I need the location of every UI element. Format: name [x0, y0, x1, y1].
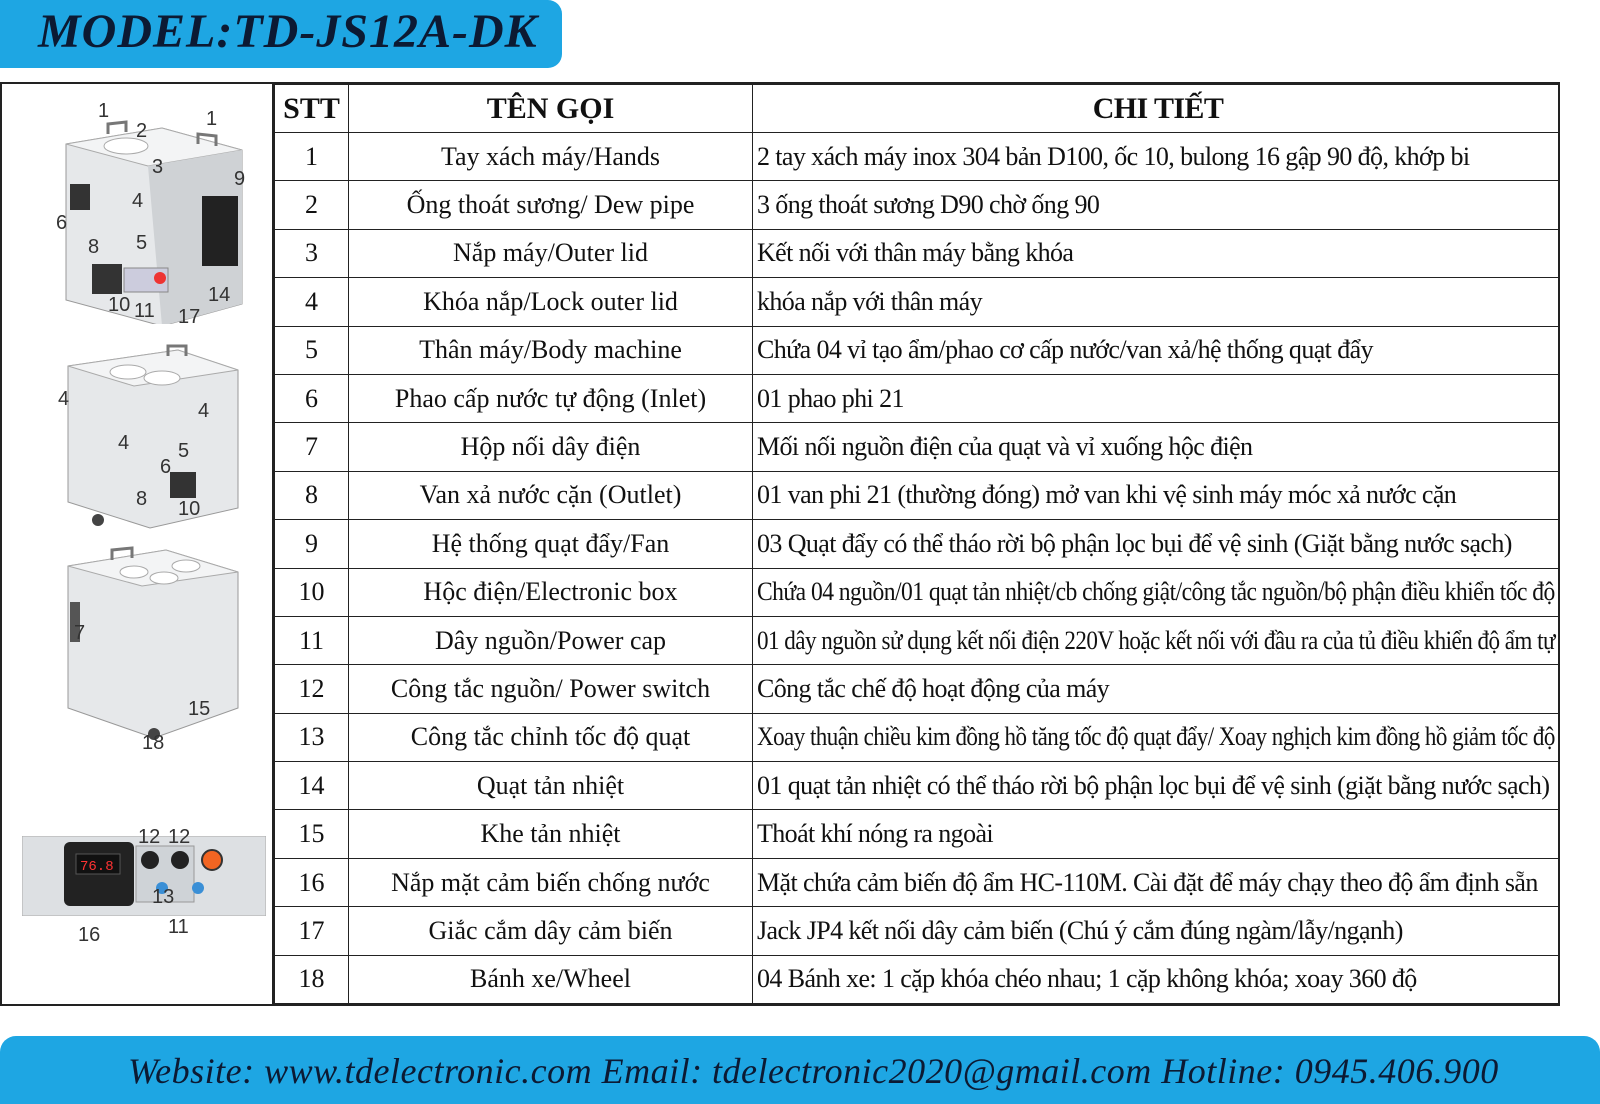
row-name-text: Tay xách máy/Hands	[440, 141, 661, 171]
panel-display: 76.8	[80, 859, 114, 875]
row-stt-text: 5	[305, 335, 318, 365]
row-stt-text: 2	[305, 190, 318, 220]
table-body	[275, 133, 1560, 1004]
callout-v3-18: 18	[142, 732, 165, 754]
row-stt-text: 7	[305, 432, 318, 462]
callout-v2-4b: 4	[198, 400, 210, 422]
row-stt-text: 18	[298, 964, 325, 994]
row-detail-text: 3 ống thoát sương D90 chờ ống 90	[757, 190, 1100, 220]
table-row	[275, 278, 1560, 326]
row-stt	[275, 520, 349, 568]
row-stt	[275, 278, 349, 326]
table-row	[275, 326, 1560, 374]
row-stt-text: 6	[305, 383, 318, 413]
row-name	[349, 907, 753, 955]
callout-v1-8: 8	[88, 236, 100, 258]
callout-v1-1b: 1	[206, 108, 218, 130]
row-stt-text: 3	[305, 238, 318, 268]
row-name	[349, 326, 753, 374]
machine-view-2	[58, 342, 248, 532]
row-detail-text: 2 tay xách máy inox 304 bản D100, ốc 10, bulong 16 gập 90 độ, khớp bi	[757, 141, 1470, 171]
row-name	[349, 520, 753, 568]
row-stt-text: 16	[298, 867, 325, 897]
row-stt-text: 1	[305, 141, 318, 171]
row-name	[349, 713, 753, 761]
machine-view-3	[62, 542, 242, 742]
table-row	[275, 471, 1560, 519]
row-detail-text: 01 phao phi 21	[757, 383, 904, 413]
row-stt	[275, 423, 349, 471]
row-stt	[275, 810, 349, 858]
row-name	[349, 374, 753, 422]
table-row	[275, 762, 1560, 810]
row-detail	[753, 713, 1560, 761]
row-stt	[275, 471, 349, 519]
row-stt	[275, 616, 349, 664]
callout-v1-4: 4	[132, 190, 144, 212]
row-detail-text: 01 quạt tản nhiệt có thể tháo rời bộ phận lọc bụi để vệ sinh (giặt bằng nước sạch)	[757, 770, 1550, 800]
row-name-text: Nắp mặt cảm biến chống nước	[391, 867, 710, 897]
row-stt	[275, 858, 349, 906]
row-stt-text: 8	[305, 480, 318, 510]
callout-v1-11: 11	[134, 300, 155, 322]
row-stt-text: 12	[298, 673, 325, 703]
row-detail	[753, 423, 1560, 471]
row-detail	[753, 133, 1560, 181]
row-name	[349, 810, 753, 858]
row-name	[349, 665, 753, 713]
callout-panel-11: 11	[168, 916, 189, 938]
table-row	[275, 810, 1560, 858]
callout-v2-6: 6	[160, 456, 172, 478]
row-stt	[275, 326, 349, 374]
table-row	[275, 568, 1560, 616]
row-name	[349, 423, 753, 471]
callout-v1-14: 14	[208, 284, 231, 306]
callout-v1-6: 6	[56, 212, 68, 234]
callout-v2-8: 8	[136, 488, 148, 510]
row-name	[349, 858, 753, 906]
row-detail	[753, 374, 1560, 422]
row-detail-text: 04 Bánh xe: 1 cặp khóa chéo nhau; 1 cặp không khóa; xoay 360 độ	[757, 964, 1417, 994]
row-stt	[275, 181, 349, 229]
table-row	[275, 713, 1560, 761]
row-name-text: Khóa nắp/Lock outer lid	[423, 286, 678, 316]
table-row	[275, 616, 1560, 664]
row-name-text: Khe tản nhiệt	[480, 819, 621, 849]
table-row	[275, 955, 1560, 1003]
row-name	[349, 229, 753, 277]
row-detail	[753, 471, 1560, 519]
spec-table	[274, 84, 1560, 1004]
callout-v3-7: 7	[74, 622, 86, 644]
machine-illustrations	[2, 84, 274, 1004]
row-detail	[753, 858, 1560, 906]
row-detail-text: 01 van phi 21 (thường đóng) mở van khi vệ sinh máy móc xả nước cặn	[757, 480, 1457, 510]
row-name-text: Nắp máy/Outer lid	[453, 238, 648, 268]
row-name-text: Hệ thống quạt đẩy/Fan	[431, 528, 670, 558]
row-stt-text: 10	[298, 577, 325, 607]
row-stt	[275, 374, 349, 422]
row-detail-text: Mối nối nguồn điện của quạt và vỉ xuống hộc điện	[757, 432, 1253, 462]
row-name-text: Bánh xe/Wheel	[470, 964, 631, 994]
callout-panel-12a: 12	[138, 826, 161, 848]
table-row	[275, 665, 1560, 713]
row-detail	[753, 278, 1560, 326]
row-detail-text: 01 dây nguồn sử dụng kết nối điện 220V hoặc kết nối với đầu ra của tủ điều khiển độ ẩm tự	[757, 625, 1555, 655]
row-detail	[753, 762, 1560, 810]
row-stt-text: 13	[298, 722, 325, 752]
row-detail	[753, 665, 1560, 713]
callout-v2-4a: 4	[58, 388, 70, 410]
row-name	[349, 471, 753, 519]
table-header-row	[275, 85, 1560, 133]
row-detail-text: Mặt chứa cảm biến độ ẩm HC-110M. Cài đặt để máy chạy theo độ ẩm định sẵn	[757, 867, 1538, 897]
row-name-text: Thân máy/Body machine	[419, 335, 682, 365]
row-stt	[275, 762, 349, 810]
callout-v1-9: 9	[234, 168, 246, 190]
row-stt-text: 11	[298, 625, 325, 655]
callout-v1-17: 17	[178, 306, 201, 328]
row-stt	[275, 568, 349, 616]
table-row	[275, 520, 1560, 568]
table-row	[275, 858, 1560, 906]
header-detail: CHI TIẾT	[753, 85, 1560, 133]
row-detail-text: Kết nối với thân máy bằng khóa	[757, 238, 1074, 268]
callout-v1-3: 3	[152, 156, 164, 178]
row-name-text: Giắc cắm dây cảm biến	[428, 915, 673, 945]
model-banner	[0, 0, 562, 68]
row-name	[349, 568, 753, 616]
row-detail	[753, 229, 1560, 277]
row-name-text: Hộp nối dây điện	[460, 432, 641, 462]
table-row	[275, 133, 1560, 181]
row-stt	[275, 955, 349, 1003]
row-name-text: Hộc điện/Electronic box	[423, 577, 678, 607]
row-name	[349, 181, 753, 229]
table-row	[275, 181, 1560, 229]
callout-v2-10: 10	[178, 498, 201, 520]
callout-panel-12b: 12	[168, 826, 191, 848]
header-stt: STT	[275, 85, 349, 133]
row-name-text: Dây nguồn/Power cap	[434, 625, 667, 655]
callout-panel-13: 13	[152, 886, 175, 908]
row-stt-text: 15	[298, 819, 325, 849]
row-detail-text: Xoay thuận chiều kim đồng hồ tăng tốc độ quạt đẩy/ Xoay nghịch kim đồng hồ giảm tốc độ	[757, 722, 1555, 752]
row-name	[349, 762, 753, 810]
row-detail-text: 03 Quạt đẩy có thể tháo rời bộ phận lọc bụi để vệ sinh (Giặt bằng nước sạch)	[757, 528, 1512, 558]
row-name-text: Công tắc nguồn/ Power switch	[390, 673, 711, 703]
row-name	[349, 955, 753, 1003]
row-detail	[753, 810, 1560, 858]
callout-v3-15: 15	[188, 698, 211, 720]
row-stt-text: 14	[298, 770, 325, 800]
row-detail	[753, 616, 1560, 664]
callout-v2-4c: 4	[118, 432, 130, 454]
row-name-text: Công tắc chỉnh tốc độ quạt	[410, 722, 691, 752]
row-stt-text: 17	[298, 915, 325, 945]
callout-v1-1a: 1	[98, 100, 110, 122]
row-name	[349, 616, 753, 664]
row-name-text: Phao cấp nước tự động (Inlet)	[394, 383, 707, 413]
table-row	[275, 374, 1560, 422]
model-title: MODEL:TD-JS12A-DK	[38, 5, 538, 58]
contact-footer	[0, 1036, 1600, 1104]
row-detail-text: Chứa 04 nguồn/01 quạt tản nhiệt/cb chống giật/công tắc nguồn/bộ phận điều khiển tốc độ	[757, 577, 1555, 607]
row-name	[349, 133, 753, 181]
row-stt	[275, 665, 349, 713]
row-stt-text: 9	[305, 528, 318, 558]
row-stt	[275, 229, 349, 277]
callout-v2-5: 5	[178, 440, 190, 462]
row-detail	[753, 326, 1560, 374]
callout-v1-10: 10	[108, 294, 131, 316]
row-detail-text: Thoát khí nóng ra ngoài	[757, 819, 994, 849]
row-stt	[275, 907, 349, 955]
row-name-text: Van xả nước cặn (Outlet)	[419, 480, 682, 510]
row-name-text: Ống thoát sương/ Dew pipe	[406, 190, 695, 220]
row-detail	[753, 181, 1560, 229]
contact-text: Website: www.tdelectronic.com Email: tdelectronic2020@gmail.com Hotline: 0945.406.900	[128, 1051, 1499, 1091]
row-detail	[753, 520, 1560, 568]
callout-v1-2: 2	[136, 120, 148, 142]
callout-panel-16: 16	[78, 924, 101, 946]
spec-frame	[0, 82, 1560, 1006]
row-detail	[753, 568, 1560, 616]
row-stt	[275, 133, 349, 181]
row-name	[349, 278, 753, 326]
row-detail-text: Chứa 04 vỉ tạo ẩm/phao cơ cấp nước/van xả/hệ thống quạt đẩy	[757, 335, 1373, 365]
row-detail	[753, 955, 1560, 1003]
row-name-text: Quạt tản nhiệt	[476, 770, 625, 800]
table-row	[275, 423, 1560, 471]
table-row	[275, 907, 1560, 955]
row-detail	[753, 907, 1560, 955]
callout-v1-5: 5	[136, 232, 148, 254]
row-detail-text: khóa nắp với thân máy	[757, 286, 982, 316]
row-stt-text: 4	[305, 286, 318, 316]
row-detail-text: Jack JP4 kết nối dây cảm biến (Chú ý cắm đúng ngàm/lẫy/ngạnh)	[757, 915, 1403, 945]
table-row	[275, 229, 1560, 277]
header-name: TÊN GỌI	[349, 85, 753, 133]
row-detail-text: Công tắc chế độ hoạt động của máy	[757, 673, 1110, 703]
row-stt	[275, 713, 349, 761]
